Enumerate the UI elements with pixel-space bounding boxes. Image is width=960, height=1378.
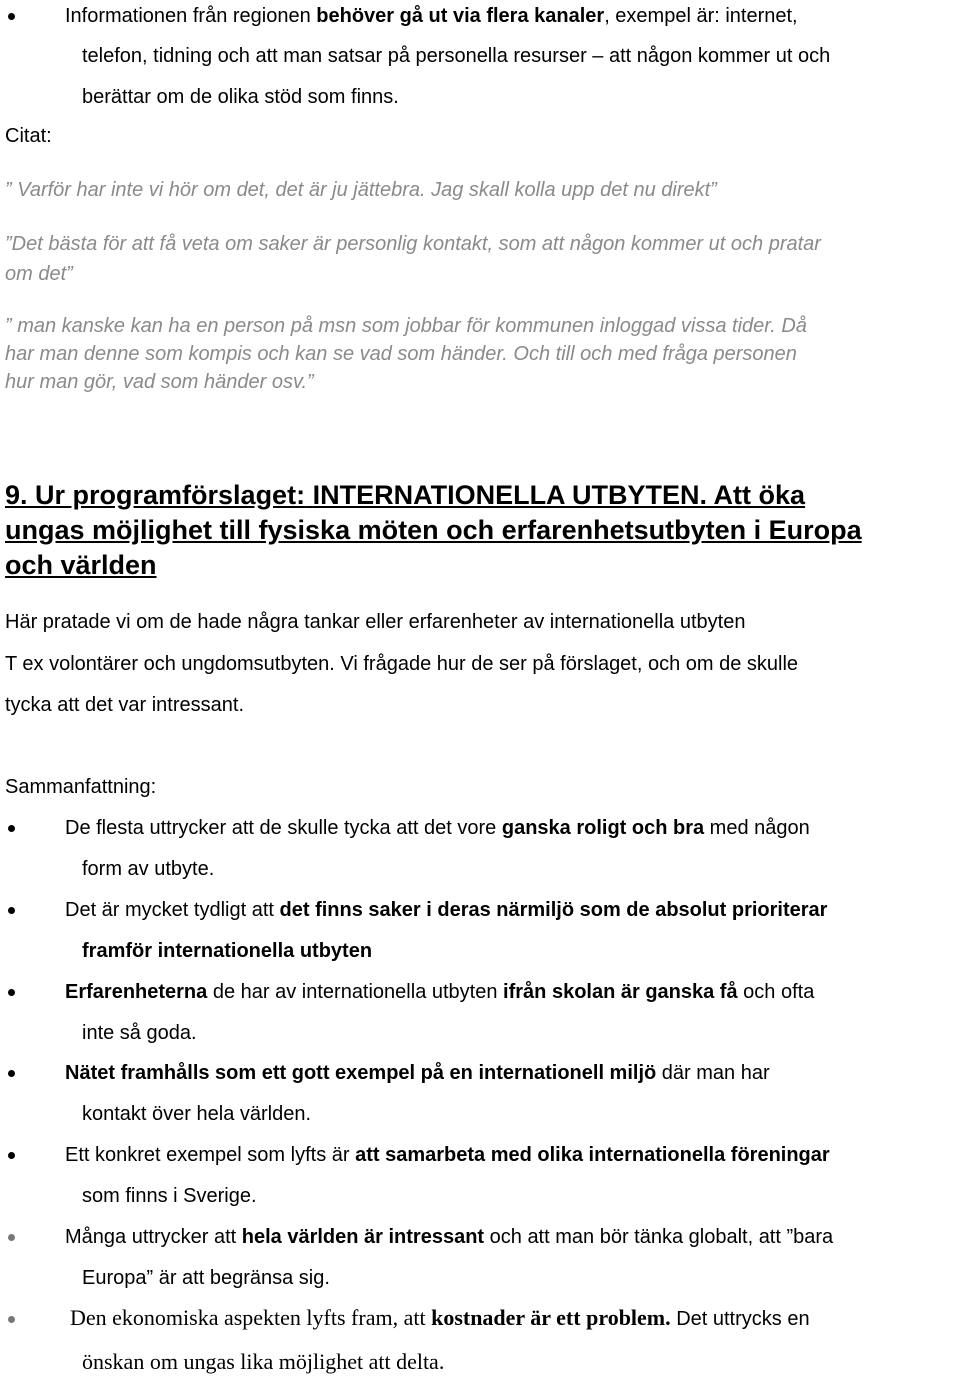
- heading-line-3: och världen: [5, 550, 157, 580]
- intro-line-2: telefon, tidning och att man satsar på personella resurser – att någon kommer ut och: [82, 45, 831, 67]
- bullet-line-2: kontakt över hela världen.: [82, 1103, 312, 1125]
- bullet-line-2: inte så goda.: [82, 1022, 197, 1044]
- intro-line-1: Informationen från regionen behöver gå ut via flera kanaler, exempel är: internet,: [65, 5, 798, 27]
- heading-line-1: 9. Ur programförslaget: INTERNATIONELLA UTBYTEN. Att öka: [5, 480, 806, 510]
- quote-1: ” Varför har inte vi hör om det, det är ju jättebra. Jag skall kolla upp det nu direkt”: [5, 179, 717, 201]
- heading-line-2: ungas möjlighet till fysiska möten och erfarenhetsutbyten i Europa: [5, 515, 862, 545]
- section-heading: [5, 478, 955, 583]
- bullet-line-1: Många uttrycker att hela världen är intressant och att man bör tänka globalt, att ”bara: [65, 1226, 834, 1248]
- bullet-line-1: Ett konkret exempel som lyfts är att samarbeta med olika internationella föreningar: [65, 1144, 830, 1166]
- paragraph-line-2: T ex volontärer och ungdomsutbyten. Vi frågade hur de ser på förslaget, och om de skulle: [5, 653, 799, 675]
- bullet-dot: [8, 13, 15, 20]
- bullet-dot: [8, 907, 15, 914]
- bullet-line-1: Erfarenheterna de har av internationella utbyten ifrån skolan är ganska få och ofta: [65, 981, 815, 1003]
- bullet-line-2: Europa” är att begränsa sig.: [82, 1267, 330, 1289]
- bullet-line-2: som finns i Sverige.: [82, 1185, 257, 1207]
- bullet-line-1: Det är mycket tydligt att det finns saker i deras närmiljö som de absolut prioriterar: [65, 899, 828, 921]
- intro-line-3: berättar om de olika stöd som finns.: [82, 86, 399, 108]
- bullet-dot: [8, 1152, 15, 1159]
- quote-3-line-3: hur man gör, vad som händer osv.”: [5, 371, 314, 393]
- paragraph-line-1: Här pratade vi om de hade några tankar eller erfarenheter av internationella utbyten: [5, 611, 746, 633]
- bullet-line-1: Den ekonomiska aspekten lyfts fram, att kostnader är ett problem. Det uttrycks en: [70, 1305, 810, 1330]
- bullet-line-2: form av utbyte.: [82, 858, 215, 880]
- quote-3-line-1: ” man kanske kan ha en person på msn som jobbar för kommunen inloggad vissa tider. Då: [5, 315, 807, 337]
- bullet-line-1: Nätet framhålls som ett gott exempel på en internationell miljö där man har: [65, 1062, 770, 1084]
- summary-label: Sammanfattning:: [5, 776, 157, 798]
- quote-2-line-2: om det”: [5, 263, 73, 285]
- bullet-line-2: framför internationella utbyten: [82, 940, 373, 962]
- citat-label: Citat:: [5, 125, 52, 147]
- bullet-dot: [8, 1234, 15, 1241]
- paragraph-line-3: tycka att det var intressant.: [5, 694, 244, 716]
- bullet-dot: [8, 1316, 15, 1323]
- bullet-line-1: De flesta uttrycker att de skulle tycka att det vore ganska roligt och bra med någon: [65, 817, 810, 839]
- quote-2-line-1: ”Det bästa för att få veta om saker är personlig kontakt, som att någon kommer ut och pratar: [5, 233, 821, 255]
- bullet-line-2: önskan om ungas lika möjlighet att delta.: [82, 1349, 445, 1374]
- bullet-dot: [8, 1070, 15, 1077]
- bullet-dot: [8, 825, 15, 832]
- bullet-dot: [8, 989, 15, 996]
- quote-3-line-2: har man denne som kompis och kan se vad som händer. Och till och med fråga personen: [5, 343, 797, 365]
